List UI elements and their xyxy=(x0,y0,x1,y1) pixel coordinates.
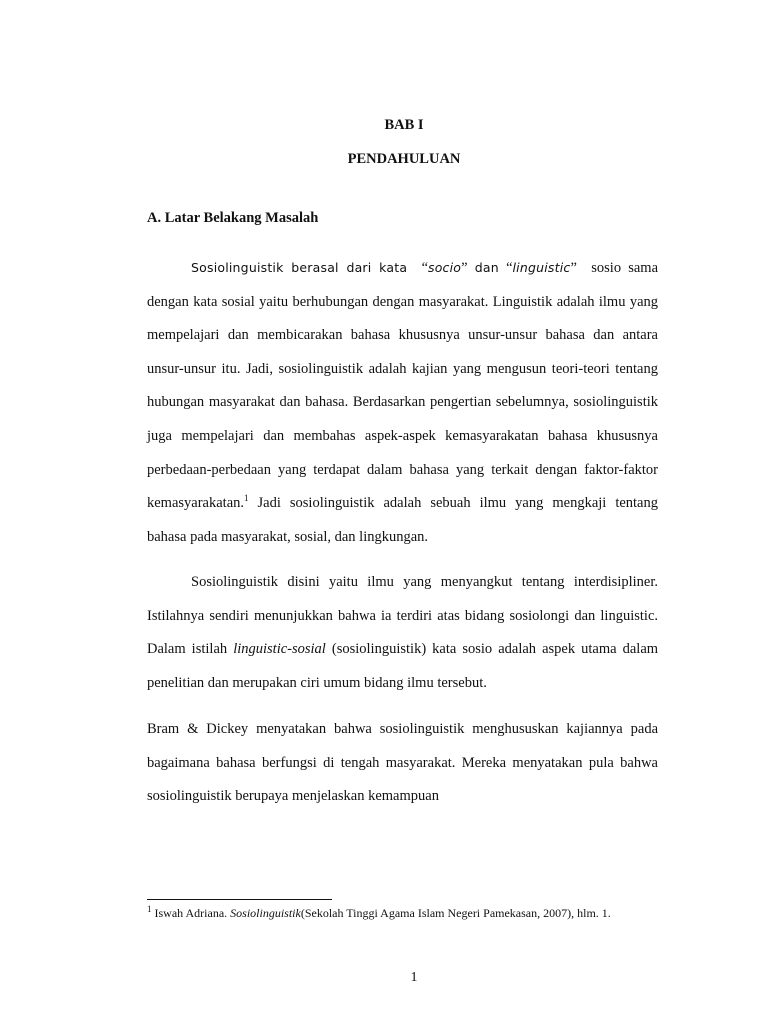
page-number: 1 xyxy=(410,970,418,985)
paragraph-1-quote-open: “ xyxy=(421,260,428,276)
term-linguistic: linguistic xyxy=(512,260,571,275)
footnote-number: 1 xyxy=(147,904,152,914)
footnote-divider xyxy=(147,899,332,900)
term-socio: socio xyxy=(428,260,462,275)
paragraph-3: Bram & Dickey menyatakan bahwa sosiolinguistik menghususkan kajiannya pada bagaimana bahasa berfungsi di tengah masyarakat. Mereka menyatakan pula bahwa sosiolinguistik berupaya menjelaskan kemampuan xyxy=(147,721,658,805)
footnote-author: Iswah Adriana. xyxy=(154,906,228,920)
paragraph-1-quote-close: ” xyxy=(461,260,468,276)
paragraph-1-lead: Sosiolinguistik berasal dari kata xyxy=(191,260,408,275)
paragraph-1-body: sosio sama dengan kata sosial yaitu berhubungan dengan masyarakat. Linguistik adalah ilmu yang mempelajari dan membicarakan bahasa khususnya unsur-unsur bahasa dan antara unsur-unsur itu. Jadi, sosiolinguistik adalah kajian yang mengusun teori-teori tentang hubungan masyarakat dan bahasa. Berdasarkan pengertian sebelumnya, sosiolinguistik juga mempelajari dan membahas aspek-aspek kemasyarakatan bahasa khususnya perbedaan-perbedaan yang terdapat dalam bahasa yang terkait dengan faktor-faktor kemasyarakatan. xyxy=(147,260,659,512)
footnote xyxy=(147,906,611,921)
section-title: A. Latar Belakang Masalah xyxy=(147,210,319,226)
footnote-rest: (Sekolah Tinggi Agama Islam Negeri Pamekasan, 2007), hlm. 1. xyxy=(300,906,611,920)
chapter-title: PENDAHULUAN xyxy=(347,151,461,167)
paragraph-2-italic: linguistic-sosial xyxy=(233,641,326,658)
paragraph-1-conj: dan xyxy=(474,260,499,275)
paragraph-1-quote2-open: “ xyxy=(506,260,513,276)
footnote-title: Sosiolinguistik xyxy=(230,906,301,920)
paragraph-1-quote2-close: ” xyxy=(570,260,577,276)
paragraph-1-tail: Jadi sosiolinguistik adalah sebuah ilmu yang mengkaji tentang bahasa pada masyarakat, sosial, dan lingkungan. xyxy=(147,495,658,545)
paragraph-1 xyxy=(147,251,658,554)
paragraph-2-tail: (sosiolinguistik) kata sosio adalah aspek utama dalam penelitian dan merupakan ciri umum bidang ilmu tersebut. xyxy=(147,641,659,691)
paragraph-2 xyxy=(147,566,658,700)
paragraph-2-lead: Sosiolinguistik disini yaitu ilmu yang menyangkut tentang interdisipliner. Istilahnya sendiri menunjukkan bahwa ia terdiri atas bidang sosiolongi dan linguistic. Dalam istilah xyxy=(147,574,658,658)
footnote-reference[interactable]: 1 xyxy=(244,493,249,504)
chapter-number: BAB I xyxy=(384,117,424,133)
